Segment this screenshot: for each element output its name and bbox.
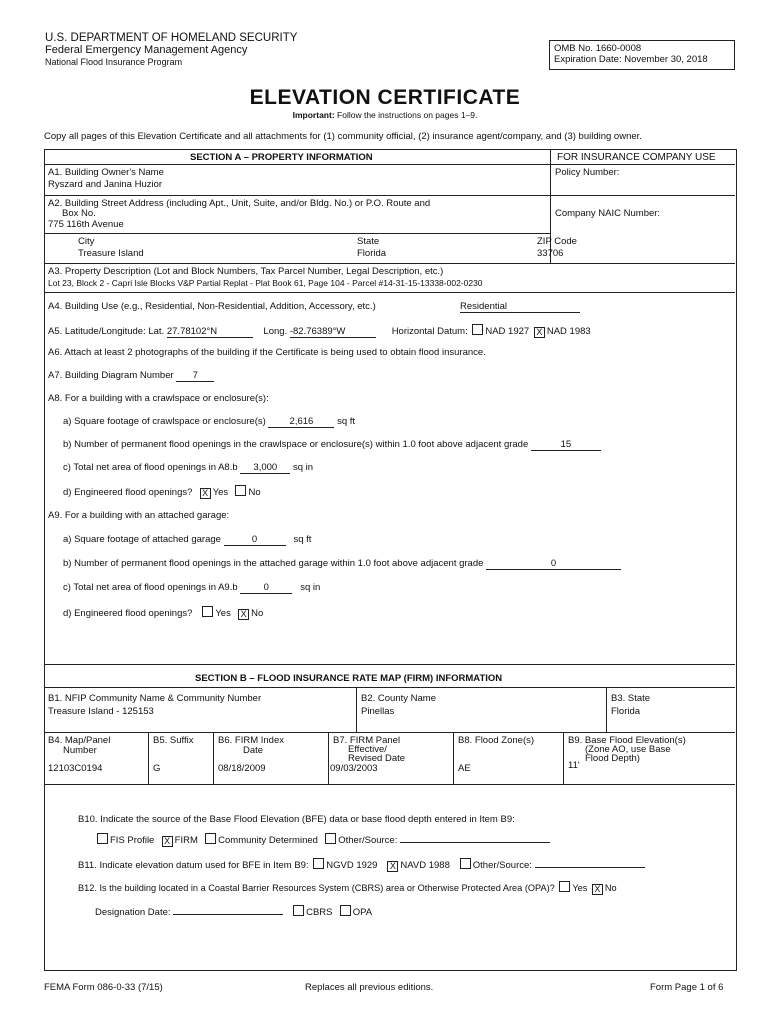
a7-diagram-number[interactable]: 7 — [176, 370, 214, 382]
a8a-unit: sq ft — [337, 416, 356, 427]
nad1927-checkbox[interactable] — [472, 324, 483, 335]
b11-ngvd-label: NGVD 1929 — [326, 860, 378, 871]
b10-other-label: Other/Source: — [338, 835, 398, 846]
b6-label-line1: B6. FIRM Index — [218, 735, 284, 746]
important-text: Follow the instructions on pages 1–9. — [337, 110, 478, 120]
a8a-row — [63, 416, 355, 428]
a9b-row — [63, 558, 621, 570]
b2-label: B2. County Name — [361, 693, 436, 704]
a9d-no-checkbox[interactable]: X — [238, 609, 249, 620]
a9c-unit: sq in — [300, 582, 321, 593]
a5-latitude[interactable]: 27.78102°N — [167, 326, 253, 338]
a9d-label: d) Engineered flood openings? — [63, 608, 193, 619]
a4-building-use[interactable]: Residential — [460, 301, 580, 313]
agency-name: Federal Emergency Management Agency — [45, 44, 248, 56]
a7-row — [48, 370, 214, 382]
a2-label-line2: Box No. — [62, 208, 96, 219]
b10-fis-checkbox[interactable] — [97, 833, 108, 844]
a1-label: A1. Building Owner's Name — [48, 167, 164, 178]
cbrs-label: CBRS — [306, 907, 333, 918]
a8b-value[interactable]: 15 — [531, 439, 601, 451]
a8d-no-label: No — [248, 487, 261, 498]
replaces-note: Replaces all previous editions. — [305, 982, 434, 993]
a9-label: A9. For a building with an attached garage: — [48, 510, 230, 521]
b12-yes-checkbox[interactable] — [559, 881, 570, 892]
a9c-value[interactable]: 0 — [240, 582, 292, 594]
a8b-row — [63, 439, 601, 451]
expiration-date: Expiration Date: November 30, 2018 — [554, 54, 708, 65]
b12-no-label: No — [604, 883, 617, 893]
b11-other-checkbox[interactable] — [460, 858, 471, 869]
a8a-value[interactable]: 2,616 — [268, 416, 334, 428]
b10-other-field[interactable] — [400, 842, 550, 843]
a8a-label: a) Square footage of crawlspace or enclosure(s) — [63, 416, 266, 427]
a8d-yes-checkbox[interactable]: X — [200, 488, 211, 499]
nad1983-label: NAD 1983 — [546, 326, 591, 337]
agency-block — [45, 32, 297, 68]
a9d-yes-label: Yes — [215, 608, 231, 619]
omb-number: OMB No. 1660-0008 — [554, 43, 642, 54]
a8c-row — [63, 462, 313, 474]
nad1927-label: NAD 1927 — [485, 326, 530, 337]
city-value[interactable]: Treasure Island — [78, 248, 144, 259]
a5-label: A5. Latitude/Longitude: — [48, 326, 146, 337]
b8-flood-zone[interactable]: AE — [458, 763, 471, 774]
opa-checkbox[interactable] — [340, 905, 351, 916]
b10-community-label: Community Determined — [218, 835, 318, 846]
zip-value[interactable]: 33706 — [537, 248, 564, 259]
a1-owner-name[interactable]: Ryszard and Janina Huzior — [48, 179, 163, 190]
cbrs-checkbox[interactable] — [293, 905, 304, 916]
a5-long-label: Long. — [263, 326, 288, 337]
a9b-value[interactable]: 0 — [486, 558, 621, 570]
a4-label: A4. Building Use (e.g., Residential, Non-Residential, Addition, Accessory, etc.) — [48, 301, 376, 312]
a3-property-description[interactable]: Lot 23, Block 2 - Capri Isle Blocks V&P Partial Replat - Plat Book 61, Page 104 - Parcel #14-31-15-13338-002-0230 — [48, 278, 483, 288]
b10-row — [95, 833, 550, 847]
a9a-value[interactable]: 0 — [224, 534, 286, 546]
b10-label: B10. Indicate the source of the Base Flood Elevation (BFE) data or base flood depth entered in Item B9: — [78, 814, 515, 825]
b10-other-checkbox[interactable] — [325, 833, 336, 844]
a9c-label: c) Total net area of flood openings in A9.b — [63, 582, 238, 593]
b11-ngvd-checkbox[interactable] — [313, 858, 324, 869]
a8c-label: c) Total net area of flood openings in A8.b — [63, 462, 238, 473]
b9-label-line2: (Zone AO, use Base — [585, 744, 671, 755]
omb-box — [549, 40, 735, 70]
copy-instructions: Copy all pages of this Elevation Certificate and all attachments for (1) community official, (2) insurance agent/company, and (3) building owner. — [44, 131, 642, 142]
form-frame — [44, 149, 737, 971]
b4-label-line2: Number — [63, 745, 97, 756]
a9c-row — [63, 582, 320, 594]
designation-date-label: Designation Date: — [95, 907, 171, 918]
a9b-label: b) Number of permanent flood openings in the attached garage within 1.0 foot above adjacent grade — [63, 558, 484, 569]
b10-fis-label: FIS Profile — [110, 835, 155, 846]
section-a-header: SECTION A – PROPERTY INFORMATION — [190, 152, 373, 163]
b1-label: B1. NFIP Community Name & Community Number — [48, 693, 262, 704]
b11-navd-label: NAVD 1988 — [400, 860, 450, 871]
insurance-use-header: FOR INSURANCE COMPANY USE — [557, 152, 716, 163]
b10-firm-label: FIRM — [174, 835, 198, 846]
a8d-row — [63, 485, 261, 499]
b6-index-date[interactable]: 08/18/2009 — [218, 763, 266, 774]
b11-other-field[interactable] — [535, 867, 645, 868]
b8-label: B8. Flood Zone(s) — [458, 735, 535, 746]
state-label: State — [357, 236, 380, 247]
program-name: National Flood Insurance Program — [45, 57, 183, 67]
section-b-header: SECTION B – FLOOD INSURANCE RATE MAP (FIRM) INFORMATION — [195, 673, 503, 684]
form-id: FEMA Form 086-0-33 (7/15) — [44, 982, 163, 993]
b3-state[interactable]: Florida — [611, 706, 641, 717]
a8b-label: b) Number of permanent flood openings in the crawlspace or enclosure(s) within 1.0 foot above adjacent grade — [63, 439, 529, 450]
b4-label-line1: B4. Map/Panel — [48, 735, 111, 746]
b9-label-line1: B9. Base Flood Elevation(s) — [568, 735, 686, 746]
state-value[interactable]: Florida — [357, 248, 387, 259]
a6-label: A6. Attach at least 2 photographs of the building if the Certificate is being used to obtain flood insurance. — [48, 347, 486, 358]
b11-navd-checkbox[interactable]: X — [387, 861, 398, 872]
b1-community[interactable]: Treasure Island - 125153 — [48, 706, 154, 717]
a9d-no-label: No — [251, 608, 264, 619]
city-label: City — [78, 236, 95, 247]
page-number: Form Page 1 of 6 — [650, 982, 724, 993]
b11-label: B11. Indicate elevation datum used for BFE in Item B9: — [78, 860, 309, 871]
a9d-yes-checkbox[interactable] — [202, 606, 213, 617]
b12-yes-label: Yes — [572, 883, 588, 893]
b10-firm-checkbox[interactable]: X — [162, 836, 173, 847]
b5-label: B5. Suffix — [153, 735, 194, 746]
designation-date-field[interactable] — [173, 914, 283, 915]
b7-label-line1: B7. FIRM Panel — [333, 735, 401, 746]
a3-label: A3. Property Description (Lot and Block Numbers, Tax Parcel Number, Legal Description, etc.) — [48, 266, 444, 277]
b2-county[interactable]: Pinellas — [361, 706, 395, 717]
important-note — [0, 110, 770, 120]
opa-label: OPA — [352, 907, 373, 918]
nad1983-checkbox[interactable]: X — [534, 327, 545, 338]
b3-label: B3. State — [611, 693, 651, 704]
a8-label: A8. For a building with a crawlspace or enclosure(s): — [48, 393, 269, 404]
a5-datum-label: Horizontal Datum: — [391, 326, 468, 337]
b9-label-line3: Flood Depth) — [585, 753, 640, 764]
b12-row — [78, 881, 617, 895]
a9d-row — [63, 606, 263, 620]
a2-label-line1: A2. Building Street Address (including Apt., Unit, Suite, and/or Bldg. No.) or P.O. Route and — [48, 198, 431, 209]
zip-label: ZIP Code — [537, 236, 577, 247]
naic-number-label: Company NAIC Number: — [555, 208, 661, 219]
a8c-unit: sq in — [292, 462, 314, 473]
a8c-value[interactable]: 3,000 — [240, 462, 290, 474]
b4-map-panel[interactable]: 12103C0194 — [48, 763, 103, 774]
a9a-row — [63, 534, 311, 546]
b12-no-checkbox[interactable]: X — [592, 884, 603, 895]
department-name: U.S. DEPARTMENT OF HOMELAND SECURITY — [45, 32, 298, 44]
a9a-label: a) Square footage of attached garage — [63, 534, 221, 545]
b7-panel-date[interactable]: 09/03/2003 — [330, 763, 378, 774]
b7-label-line3: Revised Date — [348, 753, 406, 764]
a9a-unit: sq ft — [293, 534, 312, 545]
b10-community-checkbox[interactable] — [205, 833, 216, 844]
b6-label-line2: Date — [243, 745, 264, 756]
a8d-no-checkbox[interactable] — [235, 485, 246, 496]
policy-number-label: Policy Number: — [555, 167, 620, 178]
designation-row — [95, 905, 372, 918]
b7-label-line2: Effective/ — [348, 744, 387, 755]
a5-lat-label: Lat. — [148, 326, 165, 337]
b5-suffix[interactable]: G — [153, 763, 161, 774]
page-title: ELEVATION CERTIFICATE — [249, 86, 521, 109]
b11-other-label: Other/Source: — [472, 860, 532, 871]
a8d-label: d) Engineered flood openings? — [63, 487, 193, 498]
important-label: Important: — [292, 110, 335, 120]
b11-row — [78, 858, 645, 872]
a5-row — [48, 324, 591, 338]
a8d-yes-label: Yes — [212, 487, 229, 498]
b12-label: B12. Is the building located in a Coastal Barrier Resources System (CBRS) area or Otherwise Protected Area (OPA)? — [78, 883, 555, 893]
a7-label: A7. Building Diagram Number — [48, 370, 174, 381]
a5-longitude[interactable]: -82.76389°W — [290, 326, 376, 338]
b9-base-flood-elevation[interactable]: 11' — [568, 760, 580, 771]
a2-street-address[interactable]: 775 116th Avenue — [48, 219, 124, 230]
